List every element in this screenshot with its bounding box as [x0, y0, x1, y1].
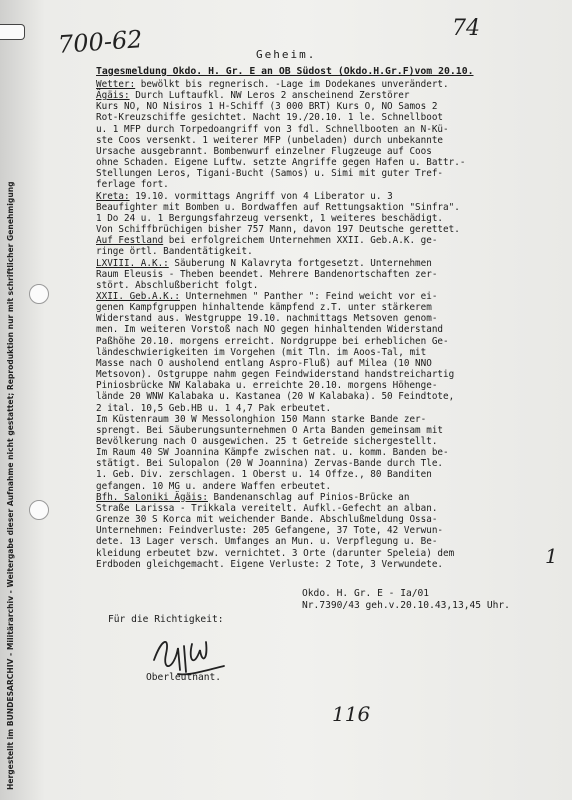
report-line: [96, 324, 558, 335]
line-text: Masse nach O ausholend entlang Aspro-Fluß) auf Milea (10 NNO: [96, 357, 432, 369]
report-line: [96, 414, 558, 425]
section-label: Ägäis:: [96, 90, 130, 102]
handwritten-number-top-left: 700-62: [57, 25, 144, 59]
line-text: 1. Geb. Div. zerschlagen. 1 Oberst u. 14 Offze., 80 Banditen: [96, 469, 432, 481]
report-line: [96, 135, 558, 146]
report-line: [96, 79, 558, 90]
report-line: [96, 124, 558, 135]
report-heading: Tagesmeldung Okdo. H. Gr. E an OB Südost (Okdo.H.Gr.F)vom 20.10.: [96, 66, 474, 77]
section-label: LXVIII. A.K.:: [96, 257, 169, 269]
line-text: Beaufighter mit Bomben u. Bordwaffen auf Rettungsaktion "Sinfra".: [96, 201, 460, 213]
handwritten-margin-mark: 1: [545, 544, 558, 568]
report-line: [96, 191, 558, 202]
line-text: ste Coos versenkt. 1 weiterer MFP (unbeladen) durch unbekannte: [96, 134, 444, 146]
section-label: Kreta:: [96, 190, 130, 202]
reference-line-2: Nr.7390/43 geh.v.20.10.43,13,45 Uhr.: [302, 600, 510, 611]
punch-hole: [29, 284, 49, 304]
report-line: [96, 224, 558, 235]
line-text: Raum Eleusis - Theben beendet. Mehrere Bandenortschaften zer-: [96, 268, 438, 280]
report-line: [96, 336, 558, 347]
punch-hole: [29, 500, 49, 520]
report-line: [96, 302, 558, 313]
report-line: [96, 112, 558, 123]
report-line: [96, 403, 558, 414]
reference-line-1: Okdo. H. Gr. E - Ia/01: [302, 588, 430, 599]
report-line: [96, 436, 558, 447]
signatory-rank: Oberleutnant.: [146, 672, 222, 683]
line-text: Grenze 30 S Korca mit weichender Bande. Abschlußmeldung Ossa-: [96, 514, 438, 526]
line-text: Stellungen Leros, Tigani-Bucht (Samos) u. Simi mit guter Tref-: [96, 168, 444, 180]
report-line: [96, 269, 558, 280]
line-text: stört. Abschlußbericht folgt.: [96, 279, 259, 291]
line-text: Paßhöhe 20.10. morgens erreicht. Nordgruppe bei erheblichen Ge-: [96, 335, 449, 347]
section-label: Wetter:: [96, 79, 136, 90]
line-text: Piniosbrücke NW Kalabaka u. erreichte 20.10. morgens Höhenge-: [96, 380, 438, 392]
report-line: [96, 168, 558, 179]
line-text: dete. 13 Lager versch. Umfanges an Mun. u. Verpflegung u. Be-: [96, 536, 438, 548]
report-line: [96, 391, 558, 402]
line-text: Säuberung N Kalavryta fortgesetzt. Unternehmen: [168, 257, 432, 269]
report-line: [96, 90, 558, 101]
certification-label: Für die Richtigkeit:: [108, 614, 224, 625]
report-line: [96, 258, 558, 269]
report-line: [96, 291, 558, 302]
line-text: 19.10. vormittags Angriff von 4 Liberator u. 3: [129, 190, 393, 202]
report-line: [96, 179, 558, 190]
line-text: sprengt. Bei Säuberungsunternehmen O Arta Banden gemeinsam mit: [96, 424, 444, 436]
section-label: Auf Festland: [96, 235, 164, 247]
report-line: [96, 458, 558, 469]
section-label: XXII. Geb.A.K.:: [96, 290, 180, 302]
line-text: kleidung erbeutet bzw. vernichtet. 3 Orte (darunter Speleia) dem: [96, 547, 455, 559]
line-text: Straße Larissa - Trikkala vereitelt. Aufkl.-Gefecht an alban.: [96, 502, 438, 514]
line-text: Rot-Kreuzschiffe gesichtet. Nacht 19./20.10. 1 le. Schnellboot: [96, 112, 444, 124]
staple: [0, 24, 25, 40]
line-text: Erdboden gleichgemacht. Eigene Verluste: 2 Tote, 3 Verwundete.: [96, 558, 444, 570]
line-text: Bevölkerung nach O ausgewichen. 25 t Getreide sichergestellt.: [96, 436, 438, 447]
line-text: Durch Luftaufkl. NW Leros 2 anscheinend Zerstörer: [129, 90, 410, 102]
report-line: [96, 246, 558, 257]
report-line: [96, 380, 558, 391]
report-line: [96, 347, 558, 358]
document-title: Geheim.: [256, 48, 317, 61]
report-line: [96, 280, 558, 291]
handwritten-page-number: 74: [452, 16, 480, 41]
report-line: [96, 369, 558, 380]
report-line: [96, 213, 558, 224]
line-text: Im Raum 40 SW Joannina Kämpfe zwischen nat. u. komm. Banden be-: [96, 447, 449, 459]
line-text: u. 1 MFP durch Torpedoangriff von 3 fdl. Schnellbooten an N-Kü-: [96, 123, 449, 135]
report-body: [96, 79, 558, 570]
line-text: Von Schiffbrüchigen bisher 757 Mann, davon 197 Deutsche gerettet.: [96, 224, 460, 236]
report-line: [96, 157, 558, 168]
archive-stamp: Hergestellt im BUNDESARCHIV - Militärarchiv - Weitergabe dieser Aufnahme nicht gestattet; Reproduktion nur mit schriftlicher Genehmigung: [6, 181, 15, 790]
report-line: [96, 536, 558, 547]
report-line: [96, 101, 558, 112]
report-line: [96, 548, 558, 559]
report-line: [96, 447, 558, 458]
report-line: [96, 358, 558, 369]
line-text: genen Kampfgruppen hinhaltende kämpfend z.T. unter stärkerem: [96, 302, 432, 314]
line-text: Widerstand aus. Westgruppe 19.10. nachmittags Metsoven genom-: [96, 313, 438, 325]
line-text: Im Küstenraum 30 W Messolonghion 150 Mann starke Bande zer-: [96, 413, 427, 425]
report-line: [96, 503, 558, 514]
line-text: 2 ital. 10,5 Geb.HB u. 1 4,7 Pak erbeutet.: [96, 402, 332, 414]
line-text: ringe örtl. Bandentätigkeit.: [96, 246, 253, 258]
line-text: Kurs NO, NO Nisiros 1 H-Schiff (3 000 BRT) Kurs O, NO Samos 2: [96, 101, 438, 113]
line-text: gefangen. 10 MG u. andere Waffen erbeutet.: [96, 480, 332, 492]
report-line: [96, 146, 558, 157]
report-line: [96, 202, 558, 213]
line-text: ländeschwierigkeiten im Vorgehen (mit Tln. im Aoos-Tal, mit: [96, 346, 427, 358]
line-text: bewölkt bis regnerisch. -Lage im Dodekanes unverändert.: [135, 79, 449, 90]
report-reference: [302, 588, 510, 612]
report-line: [96, 514, 558, 525]
line-text: bei erfolgreichem Unternehmen XXII. Geb.A.K. ge-: [163, 235, 438, 247]
report-line: [96, 235, 558, 246]
line-text: Unternehmen " Panther ": Feind weicht vor ei-: [179, 290, 438, 302]
line-text: Ursache ausgebrannt. Bombenwurf einzelner Flugzeuge auf Coos: [96, 145, 432, 157]
line-text: ferlage fort.: [96, 179, 169, 191]
handwritten-folio-number: 116: [332, 702, 371, 726]
report-line: [96, 559, 558, 570]
line-text: lände 20 WNW Kalabaka u. Kastanea (20 W Kalabaka). 50 Feindtote,: [96, 391, 455, 403]
report-line: [96, 492, 558, 503]
line-text: ohne Schaden. Eigene Luftw. setzte Angriffe gegen Hafen u. Battr.-: [96, 157, 466, 169]
section-label: Bfh. Saloniki Ägäis:: [96, 491, 208, 503]
report-line: [96, 469, 558, 480]
line-text: Unternehmen: Feindverluste: 205 Gefangene, 37 Tote, 42 Verwun-: [96, 525, 444, 537]
line-text: Metsovon). Ostgruppe nahm gegen Feindwiderstand handstreichartig: [96, 369, 455, 381]
report-line: [96, 481, 558, 492]
line-text: stätigt. Bei Sulopalon (20 W Joannina) Zervas-Bande durch Tle.: [96, 458, 444, 470]
report-line: [96, 525, 558, 536]
report-line: [96, 425, 558, 436]
report-line: [96, 313, 558, 324]
line-text: men. Im weiteren Vorstoß nach NO gegen hinhaltenden Widerstand: [96, 324, 444, 336]
line-text: 1 Do 24 u. 1 Bergungsfahrzeug versenkt, 1 weiteres beschädigt.: [96, 212, 444, 224]
line-text: Bandenanschlag auf Pinios-Brücke an: [207, 491, 410, 503]
